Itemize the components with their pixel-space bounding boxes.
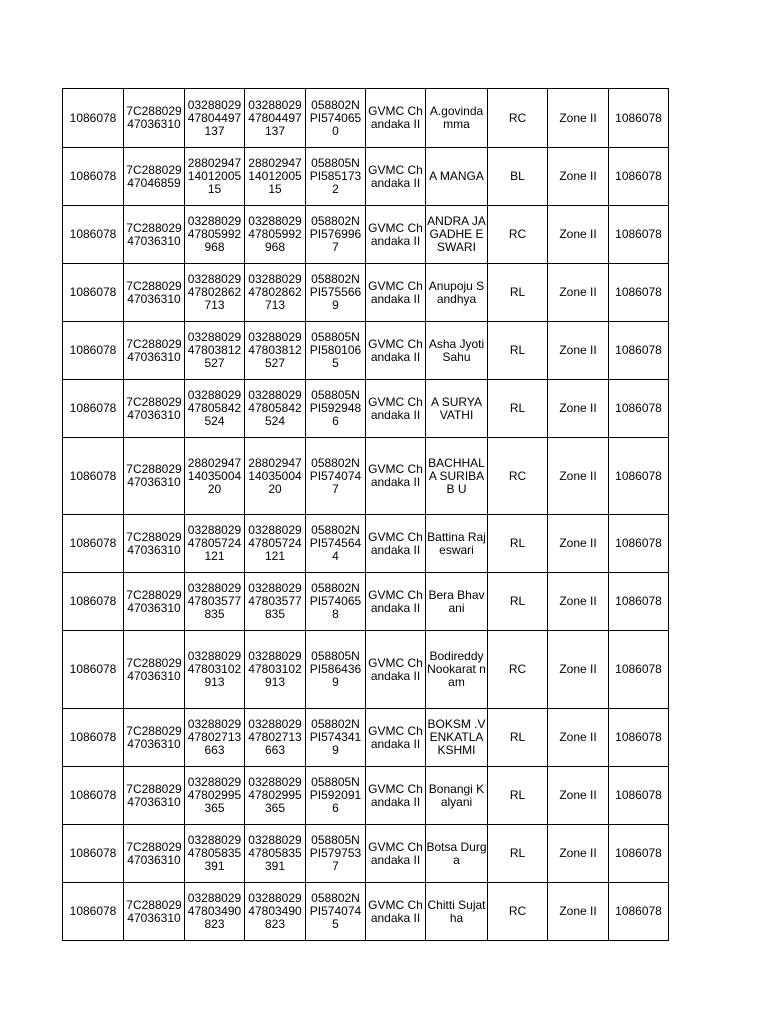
ref-cell: 1086078 bbox=[609, 438, 669, 515]
number-b-cell: 03288029 47802995 365 bbox=[245, 767, 306, 825]
id-cell: 1086078 bbox=[63, 573, 124, 631]
code-cell: 7C288029 47036310 bbox=[124, 825, 185, 883]
office-cell: GVMC Chandaka II bbox=[366, 767, 426, 825]
name-cell: Battina Rajeswari bbox=[426, 515, 488, 573]
number-a-cell: 03288029 47805835 391 bbox=[185, 825, 245, 883]
ref-cell: 1086078 bbox=[609, 380, 669, 438]
number-a-cell: 03288029 47803577 835 bbox=[185, 573, 245, 631]
id-cell: 1086078 bbox=[63, 438, 124, 515]
pi-cell: 058805N PI580106 5 bbox=[306, 322, 366, 380]
pi-cell: 058805N PI592091 6 bbox=[306, 767, 366, 825]
id-cell: 1086078 bbox=[63, 148, 124, 206]
office-cell: GVMC Chandaka II bbox=[366, 631, 426, 709]
number-b-cell: 03288029 47802713 663 bbox=[245, 709, 306, 767]
code-cell: 7C288029 47036310 bbox=[124, 709, 185, 767]
office-cell: GVMC Chandaka II bbox=[366, 206, 426, 264]
code-cell: 7C288029 47036310 bbox=[124, 515, 185, 573]
code-cell: 7C288029 47036310 bbox=[124, 206, 185, 264]
type-cell: RC bbox=[488, 438, 548, 515]
name-cell: Asha Jyoti Sahu bbox=[426, 322, 488, 380]
zone-cell: Zone II bbox=[548, 380, 609, 438]
type-cell: RL bbox=[488, 380, 548, 438]
code-cell: 7C288029 47036310 bbox=[124, 89, 185, 148]
pi-cell: 058802N PI574564 4 bbox=[306, 515, 366, 573]
pi-cell: 058802N PI574065 8 bbox=[306, 573, 366, 631]
id-cell: 1086078 bbox=[63, 89, 124, 148]
zone-cell: Zone II bbox=[548, 709, 609, 767]
ref-cell: 1086078 bbox=[609, 206, 669, 264]
pi-cell: 058802N PI574065 0 bbox=[306, 89, 366, 148]
number-b-cell: 03288029 47803490 823 bbox=[245, 883, 306, 941]
code-cell: 7C288029 47036310 bbox=[124, 631, 185, 709]
pi-cell: 058802N PI575566 9 bbox=[306, 264, 366, 322]
type-cell: RL bbox=[488, 264, 548, 322]
type-cell: RC bbox=[488, 631, 548, 709]
zone-cell: Zone II bbox=[548, 89, 609, 148]
code-cell: 7C288029 47036310 bbox=[124, 438, 185, 515]
id-cell: 1086078 bbox=[63, 709, 124, 767]
table-row bbox=[63, 322, 669, 380]
id-cell: 1086078 bbox=[63, 631, 124, 709]
number-b-cell: 03288029 47802862 713 bbox=[245, 264, 306, 322]
number-a-cell: 03288029 47803490 823 bbox=[185, 883, 245, 941]
id-cell: 1086078 bbox=[63, 264, 124, 322]
number-a-cell: 03288029 47802995 365 bbox=[185, 767, 245, 825]
name-cell: Botsa Durga bbox=[426, 825, 488, 883]
number-b-cell: 03288029 47805835 391 bbox=[245, 825, 306, 883]
number-b-cell: 28802947 14012005 15 bbox=[245, 148, 306, 206]
number-a-cell: 03288029 47805724 121 bbox=[185, 515, 245, 573]
ref-cell: 1086078 bbox=[609, 709, 669, 767]
pi-cell: 058802N PI576996 7 bbox=[306, 206, 366, 264]
office-cell: GVMC Chandaka II bbox=[366, 709, 426, 767]
id-cell: 1086078 bbox=[63, 322, 124, 380]
office-cell: GVMC Chandaka II bbox=[366, 883, 426, 941]
code-cell: 7C288029 47036310 bbox=[124, 573, 185, 631]
code-cell: 7C288029 47036310 bbox=[124, 264, 185, 322]
office-cell: GVMC Chandaka II bbox=[366, 515, 426, 573]
number-b-cell: 03288029 47805842 524 bbox=[245, 380, 306, 438]
code-cell: 7C288029 47046859 bbox=[124, 148, 185, 206]
office-cell: GVMC Chandaka II bbox=[366, 148, 426, 206]
code-cell: 7C288029 47036310 bbox=[124, 322, 185, 380]
code-cell: 7C288029 47036310 bbox=[124, 883, 185, 941]
number-b-cell: 03288029 47805724 121 bbox=[245, 515, 306, 573]
zone-cell: Zone II bbox=[548, 515, 609, 573]
table-row bbox=[63, 148, 669, 206]
ref-cell: 1086078 bbox=[609, 825, 669, 883]
office-cell: GVMC Chandaka II bbox=[366, 825, 426, 883]
number-a-cell: 03288029 47803102 913 bbox=[185, 631, 245, 709]
number-a-cell: 03288029 47802862 713 bbox=[185, 264, 245, 322]
name-cell: Bonangi Kalyani bbox=[426, 767, 488, 825]
ref-cell: 1086078 bbox=[609, 89, 669, 148]
zone-cell: Zone II bbox=[548, 825, 609, 883]
pi-cell: 058805N PI586436 9 bbox=[306, 631, 366, 709]
pi-cell: 058805N PI592948 6 bbox=[306, 380, 366, 438]
id-cell: 1086078 bbox=[63, 380, 124, 438]
pi-cell: 058802N PI574341 9 bbox=[306, 709, 366, 767]
zone-cell: Zone II bbox=[548, 767, 609, 825]
type-cell: RL bbox=[488, 767, 548, 825]
table-row bbox=[63, 264, 669, 322]
type-cell: RL bbox=[488, 515, 548, 573]
zone-cell: Zone II bbox=[548, 631, 609, 709]
pi-cell: 058802N PI574074 7 bbox=[306, 438, 366, 515]
table-row bbox=[63, 515, 669, 573]
pi-cell: 058805N PI579753 7 bbox=[306, 825, 366, 883]
number-b-cell: 28802947 14035004 20 bbox=[245, 438, 306, 515]
office-cell: GVMC Chandaka II bbox=[366, 264, 426, 322]
number-b-cell: 03288029 47803102 913 bbox=[245, 631, 306, 709]
name-cell: BACHHAL A SURIBAB U bbox=[426, 438, 488, 515]
zone-cell: Zone II bbox=[548, 322, 609, 380]
number-a-cell: 28802947 14035004 20 bbox=[185, 438, 245, 515]
zone-cell: Zone II bbox=[548, 573, 609, 631]
code-cell: 7C288029 47036310 bbox=[124, 380, 185, 438]
name-cell: BOKSM .V ENKATLA KSHMI bbox=[426, 709, 488, 767]
ref-cell: 1086078 bbox=[609, 573, 669, 631]
type-cell: RC bbox=[488, 206, 548, 264]
ref-cell: 1086078 bbox=[609, 148, 669, 206]
office-cell: GVMC Chandaka II bbox=[366, 89, 426, 148]
ref-cell: 1086078 bbox=[609, 264, 669, 322]
id-cell: 1086078 bbox=[63, 515, 124, 573]
zone-cell: Zone II bbox=[548, 148, 609, 206]
table-row bbox=[63, 89, 669, 148]
name-cell: Anupoju Sandhya bbox=[426, 264, 488, 322]
ref-cell: 1086078 bbox=[609, 515, 669, 573]
zone-cell: Zone II bbox=[548, 438, 609, 515]
id-cell: 1086078 bbox=[63, 825, 124, 883]
table-body bbox=[63, 89, 669, 941]
type-cell: RL bbox=[488, 709, 548, 767]
zone-cell: Zone II bbox=[548, 264, 609, 322]
number-b-cell: 03288029 47804497 137 bbox=[245, 89, 306, 148]
table-row bbox=[63, 767, 669, 825]
data-table bbox=[62, 88, 669, 941]
ref-cell: 1086078 bbox=[609, 767, 669, 825]
name-cell: A MANGA bbox=[426, 148, 488, 206]
name-cell: A.govinda mma bbox=[426, 89, 488, 148]
table-row bbox=[63, 206, 669, 264]
type-cell: RL bbox=[488, 322, 548, 380]
name-cell: A SURYA VATHI bbox=[426, 380, 488, 438]
office-cell: GVMC Chandaka II bbox=[366, 573, 426, 631]
type-cell: RC bbox=[488, 89, 548, 148]
number-b-cell: 03288029 47803812 527 bbox=[245, 322, 306, 380]
name-cell: Bera Bhavani bbox=[426, 573, 488, 631]
code-cell: 7C288029 47036310 bbox=[124, 767, 185, 825]
ref-cell: 1086078 bbox=[609, 322, 669, 380]
office-cell: GVMC Chandaka II bbox=[366, 380, 426, 438]
table-row bbox=[63, 573, 669, 631]
type-cell: RL bbox=[488, 825, 548, 883]
number-b-cell: 03288029 47803577 835 bbox=[245, 573, 306, 631]
type-cell: RL bbox=[488, 573, 548, 631]
table-row bbox=[63, 631, 669, 709]
id-cell: 1086078 bbox=[63, 767, 124, 825]
name-cell: Bodireddy Nookarat nam bbox=[426, 631, 488, 709]
table-row bbox=[63, 380, 669, 438]
type-cell: BL bbox=[488, 148, 548, 206]
number-a-cell: 03288029 47805842 524 bbox=[185, 380, 245, 438]
name-cell: ANDRA JAGADHE ESWARI bbox=[426, 206, 488, 264]
id-cell: 1086078 bbox=[63, 883, 124, 941]
ref-cell: 1086078 bbox=[609, 631, 669, 709]
pi-cell: 058805N PI585173 2 bbox=[306, 148, 366, 206]
office-cell: GVMC Chandaka II bbox=[366, 438, 426, 515]
number-b-cell: 03288029 47805992 968 bbox=[245, 206, 306, 264]
number-a-cell: 03288029 47803812 527 bbox=[185, 322, 245, 380]
ref-cell: 1086078 bbox=[609, 883, 669, 941]
type-cell: RC bbox=[488, 883, 548, 941]
number-a-cell: 03288029 47805992 968 bbox=[185, 206, 245, 264]
zone-cell: Zone II bbox=[548, 883, 609, 941]
table-row bbox=[63, 825, 669, 883]
id-cell: 1086078 bbox=[63, 206, 124, 264]
zone-cell: Zone II bbox=[548, 206, 609, 264]
table-row bbox=[63, 438, 669, 515]
number-a-cell: 03288029 47804497 137 bbox=[185, 89, 245, 148]
office-cell: GVMC Chandaka II bbox=[366, 322, 426, 380]
name-cell: Chitti Sujatha bbox=[426, 883, 488, 941]
table-row bbox=[63, 883, 669, 941]
table-row bbox=[63, 709, 669, 767]
number-a-cell: 28802947 14012005 15 bbox=[185, 148, 245, 206]
pi-cell: 058802N PI574074 5 bbox=[306, 883, 366, 941]
number-a-cell: 03288029 47802713 663 bbox=[185, 709, 245, 767]
